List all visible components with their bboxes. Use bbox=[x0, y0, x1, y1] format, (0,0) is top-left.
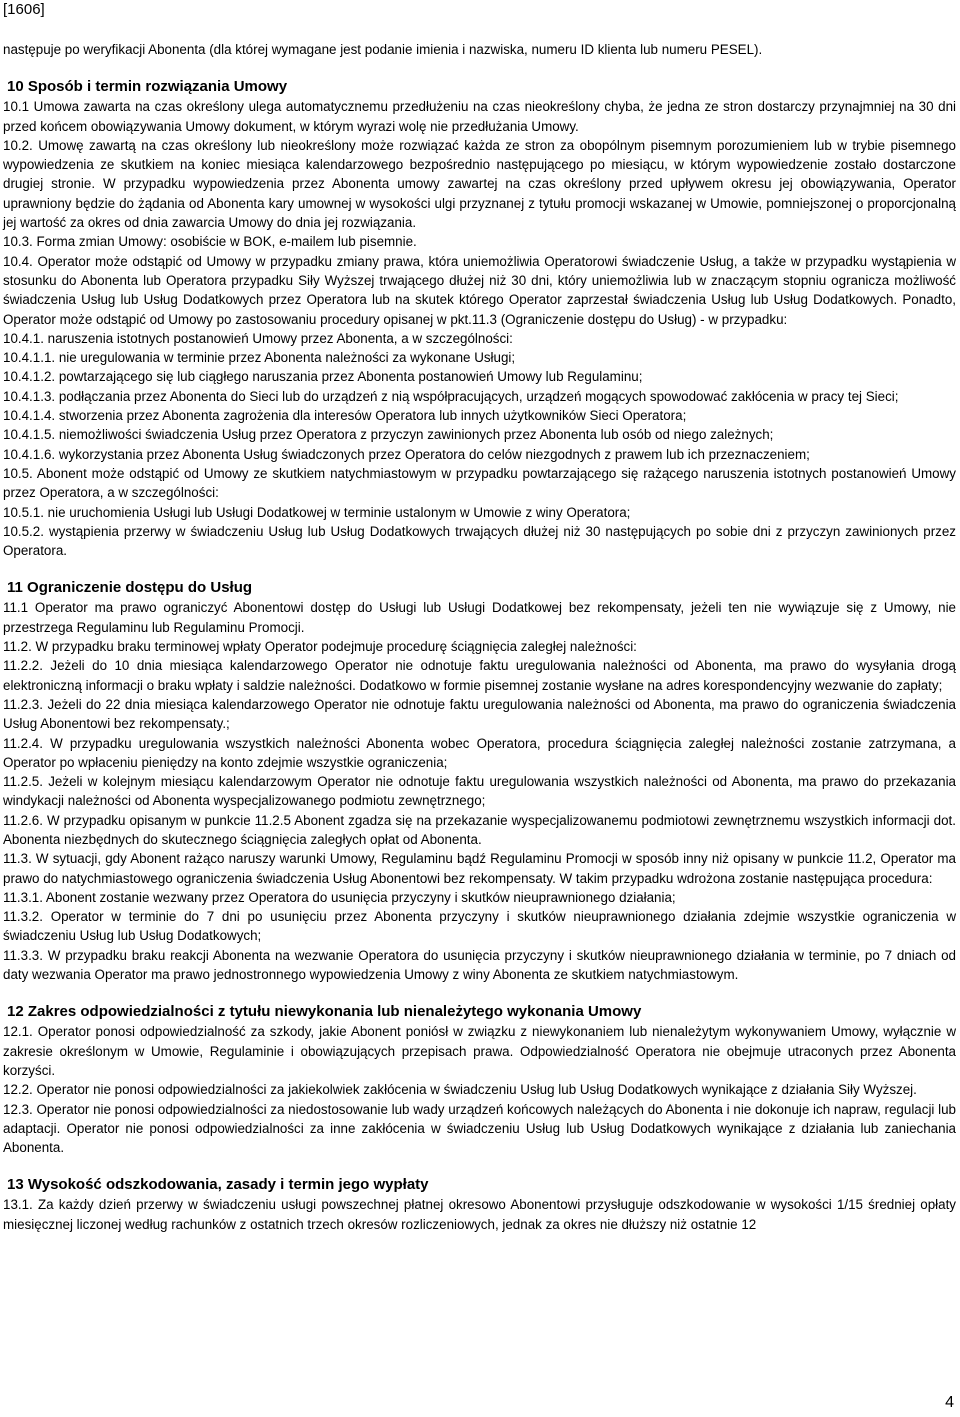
clause-paragraph: 11.3.3. W przypadku braku reakcji Abonenta na wezwanie Operatora do usunięcia przyczyny i skutków nieuprawnionego działania w terminie, po 7 dniach od daty wezwania Operator ma prawo jednostronnego wypowiedzenia Umowy z winy Abonenta ze skutkiem natychmiastowym. bbox=[3, 947, 956, 983]
clause-paragraph: 12.1. Operator ponosi odpowiedzialność za szkody, jakie Abonent poniósł w związku z niewykonaniem lub nienależytym wykonywaniem Umowy, wyłącznie w zakresie określonym w Umowie, Regulaminie i obowiązujących przepisach prawa. Odpowiedzialność Operatora nie obejmuje utraconych przez Abonenta korzyści. bbox=[3, 1024, 956, 1078]
section-heading: 12 Zakres odpowiedzialności z tytułu niewykonania lub nienależytego wykonania Umowy bbox=[7, 1003, 642, 1021]
section-gap bbox=[3, 1157, 956, 1175]
clause-paragraph: 13.1. Za każdy dzień przerwy w świadczeniu usługi powszechnej płatnej okresowo Abonentowi przysługuje odszkodowanie w wysokości 1/15 średniej opłaty miesięcznej liczonej według rachunków z ostatnich trzech okresów rozliczeniowych, jednak za okres nie dłuższy niż ostatnie 12 bbox=[3, 1197, 956, 1232]
clause-paragraph: 10.3. Forma zmian Umowy: osobiście w BOK, e-mailem lub pisemnie. bbox=[3, 234, 417, 250]
clause-paragraph: 10.2. Umowę zawartą na czas określony lub nieokreślony może rozwiązać każda ze stron za obopólnym pisemnym porozumieniem lub w trybie pisemnego wypowiedzenia ze skutkiem na koniec miesiąca kalendarzowego bezpośrednio następującego po miesiącu, w którym wypowiedzenie zostało dostarczone drugiej stronie. W przypadku wypowiedzenia przez Abonenta umowy zawartej na czas określony przed upływem okresu jej obowiązywania, Operator uprawniony będzie do żądania od Abonenta kary umownej w wysokości ulgi przyznanej z tytułu promocji wskazanej w Umowie, pomniejszonej o proporcjonalną jej wartość za okres od dnia zawarcia Umowy do dnia jej rozwiązania. bbox=[3, 137, 956, 231]
clause-paragraph: 11.2. W przypadku braku terminowej wpłaty Operator podejmuje procedurę ściągnięcia zaległej należności: bbox=[3, 639, 637, 655]
clause-paragraph: 11.1 Operator ma prawo ograniczyć Abonentowi dostęp do Usługi lub Usługi Dodatkowej bez rekompensaty, jeżeli ten nie wywiązuje się z Umowy, nie przestrzega Regulaminu lub Regulaminu Promocji. bbox=[3, 600, 956, 635]
section-heading: 11 Ograniczenie dostępu do Usług bbox=[7, 579, 253, 597]
clause-paragraph: 10.5. Abonent może odstąpić od Umowy ze skutkiem natychmiastowym w przypadku powtarzającego się rażącego naruszenia istotnych postanowień Umowy przez Operatora, a w szczególności: bbox=[3, 465, 956, 501]
clause-paragraph: 10.4.1.2. powtarzającego się lub ciągłego naruszania przez Abonenta postanowień Umowy lub Regulaminu; bbox=[3, 369, 643, 385]
clause-paragraph: 10.4.1. naruszenia istotnych postanowień Umowy przez Abonenta, a w szczególności: bbox=[3, 330, 513, 346]
page-number: 4 bbox=[945, 1394, 954, 1411]
intro-paragraph: następuje po weryfikacji Abonenta (dla której wymagane jest podanie imienia i nazwiska, numeru ID klienta lub numeru PESEL). bbox=[3, 42, 763, 57]
section-13 bbox=[3, 1175, 956, 1234]
clause-paragraph: 11.2.4. W przypadku uregulowania wszystkich należności Abonenta wobec Operatora, procedura ściągnięcia zaległej należności zostanie zatrzymana, a Operator po wpłaceniu pieniędzy na konto zdejmie wszystkie ograniczenia; bbox=[3, 735, 956, 770]
clause-paragraph: 11.2.2. Jeżeli do 10 dnia miesiąca kalendarzowego Operator nie odnotuje faktu uregulowania należności od Abonenta, ma prawo do wysyłania drogą elektroniczną informacji o braku wpłaty i saldzie należności. Dodatkowo w formie pisemnej zostanie wysłane na adres korespondencyjny wezwanie do zapłaty; bbox=[3, 658, 956, 693]
clause-paragraph: 10.5.1. nie uruchomienia Usługi lub Usługi Dodatkowej w terminie ustalonym w Umowie z winy Operatora; bbox=[3, 504, 631, 520]
clause-paragraph: 12.3. Operator nie ponosi odpowiedzialności za niedostosowanie lub wady urządzeń końcowych należących do Abonenta i nie dokonuje ich napraw, regulacji lub adaptacji. Operator nie ponosi odpowiedzialności za inne zakłócenia w świadczeniu Usług lub Usług Dodatkowych wynikające z działania lub zaniechania Abonenta. bbox=[3, 1101, 956, 1156]
clause-paragraph: 11.2.6. W przypadku opisanym w punkcie 11.2.5 Abonent zgadza się na przekazanie wyspecjalizowanemu podmiotowi zewnętrznemu wszystkich informacji dot. Abonenta niezbędnych do skutecznego ściągnięcia zaległych opłat od Abonenta. bbox=[3, 812, 956, 847]
section-gap bbox=[3, 560, 956, 578]
clause-paragraph: 10.4. Operator może odstąpić od Umowy w przypadku zmiany prawa, która uniemożliwia Operatorowi świadczenie Usług, a także w przypadku wystąpienia w stosunku do Abonenta lub Operatora przypadku Siły Wyższej trwającego dłużej niż 30 dni, który uniemożliwia lub w znaczącym stopniu ogranicza możliwość świadczenia Usług lub Usług Dodatkowych przez Operatora lub na skutek którego Operator zaprzestał świadczenia Usług lub Usług Dodatkowych. Ponadto, Operator może odstąpić od Umowy po zastosowaniu procedury opisanej w pkt.11.3 (Ograniczenie dostępu do Usług) - w przypadku: bbox=[3, 253, 956, 327]
clause-paragraph: 11.2.3. Jeżeli do 22 dnia miesiąca kalendarzowego Operator nie odnotuje faktu uregulowania należności od Abonenta, ma prawo do ograniczenia świadczenia Usług Abonentowi bez rekompensaty.; bbox=[3, 696, 956, 732]
clause-paragraph: 10.1 Umowa zawarta na czas określony ulega automatycznemu przedłużeniu na czas nieokreślony chyba, że jedna ze stron dostarczy przynajmniej na 30 dni przed końcem obowiązywania Umowy dokument, w którym wyrazi wolę nie przedłużania Umowy. bbox=[3, 99, 956, 134]
clause-paragraph: 10.4.1.5. niemożliwości świadczenia Usług przez Operatora z przyczyn zawinionych przez Abonenta lub osób od niego zależnych; bbox=[3, 427, 774, 443]
section-10 bbox=[3, 77, 956, 560]
document-body bbox=[3, 40, 956, 1234]
clause-paragraph: 10.4.1.6. wykorzystania przez Abonenta Usług świadczonych przez Operatora do celów niezgodnych z prawem lub ich przeznaczeniem; bbox=[3, 446, 810, 462]
sections bbox=[3, 59, 956, 1234]
section-heading: 10 Sposób i termin rozwiązania Umowy bbox=[7, 78, 288, 96]
clause-paragraph: 10.4.1.1. nie uregulowania w terminie przez Abonenta należności za wykonane Usługi; bbox=[3, 350, 516, 366]
clause-paragraph: 11.3. W sytuacji, gdy Abonent rażąco naruszy warunki Umowy, Regulaminu bądź Regulaminu Promocji w sposób inny niż opisany w punkcie 11.2, Operator ma prawo do natychmiastowego ograniczenia świadczenia Usług Abonentowi bez rekompensaty. W takim przypadku wdrożona zostanie następująca procedura: bbox=[3, 851, 956, 886]
page-code: [1606] bbox=[3, 1, 45, 18]
section-12 bbox=[3, 1002, 956, 1157]
section-gap bbox=[3, 984, 956, 1002]
clause-paragraph: 11.3.2. Operator w terminie do 7 dni po usunięciu przez Abonenta przyczyny i skutków nieuprawnionego działania zdejmie wszystkie ograniczenia w świadczeniu Usług lub Usług Dodatkowych; bbox=[3, 909, 956, 944]
clause-paragraph: 10.4.1.3. podłączania przez Abonenta do Sieci lub do urządzeń z nią współpracujących, urządzeń mogących spowodować zakłócenia w pracy tej Sieci; bbox=[3, 388, 899, 404]
clause-paragraph: 11.3.1. Abonent zostanie wezwany przez Operatora do usunięcia przyczyny i skutków nieuprawnionego działania; bbox=[3, 889, 676, 905]
clause-paragraph: 12.2. Operator nie ponosi odpowiedzialności za jakiekolwiek zakłócenia w świadczeniu Usług lub Usług Dodatkowych wynikające z działania Siły Wyższej. bbox=[3, 1082, 917, 1098]
clause-paragraph: 10.5.2. wystąpienia przerwy w świadczeniu Usług lub Usług Dodatkowych trwających dłużej niż 30 następujących po sobie dni z przyczyn zawinionych przez Operatora. bbox=[3, 523, 956, 559]
clause-paragraph: 10.4.1.4. stworzenia przez Abonenta zagrożenia dla interesów Operatora lub innych użytkowników Sieci Operatora; bbox=[3, 408, 687, 424]
section-11 bbox=[3, 578, 956, 984]
section-heading: 13 Wysokość odszkodowania, zasady i termin jego wypłaty bbox=[7, 1176, 429, 1194]
section-gap bbox=[3, 59, 956, 77]
clause-paragraph: 11.2.5. Jeżeli w kolejnym miesiącu kalendarzowym Operator nie odnotuje faktu uregulowania wszystkich należności od Abonenta, ma prawo do przekazania windykacji należności od Abonenta wyspecjalizowanego podmiotu zewnętrznego; bbox=[3, 774, 956, 809]
